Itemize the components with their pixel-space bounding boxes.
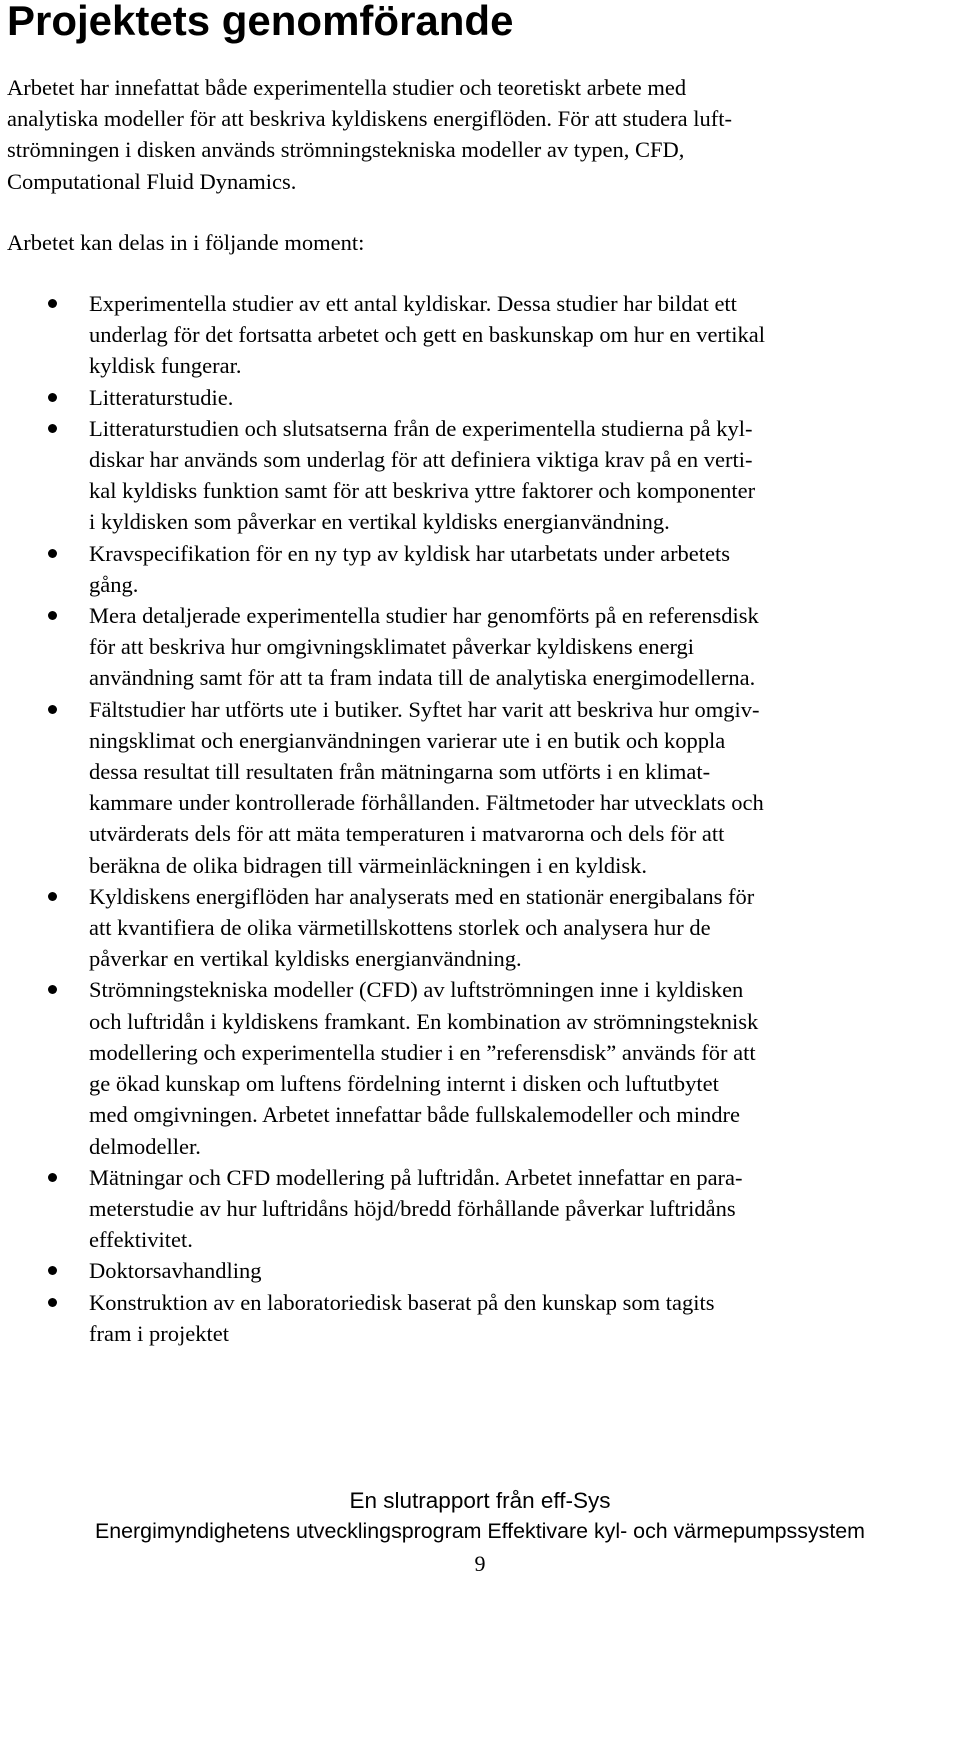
intro-paragraph	[7, 72, 947, 197]
list-item-line: för att beskriva hur omgivningsklimatet påverkar kyldiskens energi	[89, 634, 695, 660]
bullet-dot-icon	[48, 1173, 57, 1182]
intro-line: strömningen i disken används strömningstekniska modeller av typen, CFD,	[7, 137, 685, 163]
list-item-line: Mera detaljerade experimentella studier har genomförts på en referensdisk	[89, 603, 759, 629]
bullet-dot-icon	[48, 424, 57, 433]
list-item-line: meterstudie av hur luftridåns höjd/bredd förhållande påverkar luftridåns	[89, 1195, 736, 1221]
list-item-line: Kravspecifikation för en ny typ av kyldisk har utarbetats under arbetets	[89, 540, 731, 566]
list-item	[7, 288, 951, 382]
list-item	[7, 600, 951, 694]
list-item-line: ningsklimat och energianvändningen varierar ute i en butik och koppla	[89, 727, 726, 753]
list-item-line: kal kyldisks funktion samt för att beskriva yttre faktorer och komponenter	[89, 478, 756, 504]
list-item-line: användning samt för att ta fram indata till de analytiska energimodellerna.	[89, 665, 756, 691]
list-item	[7, 974, 951, 1161]
list-item-line: Konstruktion av en laboratoriedisk baserat på den kunskap som tagits	[89, 1289, 715, 1315]
bullet-dot-icon	[48, 549, 57, 558]
list-item	[7, 881, 951, 975]
body-text	[7, 72, 951, 1349]
list-item	[7, 413, 951, 538]
list-item	[7, 382, 951, 413]
list-item-line: Litteraturstudie.	[89, 384, 234, 410]
section-heading: Projektets genomförande	[7, 0, 514, 44]
bullet-dot-icon	[48, 1298, 57, 1307]
intro-line: Computational Fluid Dynamics.	[7, 168, 297, 194]
list-item	[7, 1255, 951, 1286]
list-item-line: med omgivningen. Arbetet innefattar både fullskalemodeller och mindre	[89, 1102, 741, 1128]
list-item-line: ge ökad kunskap om luftens fördelning internt i disken och luftutbytet	[89, 1071, 719, 1097]
intro-line: analytiska modeller för att beskriva kyldiskens energiflöden. För att studera luft-	[7, 106, 733, 132]
list-item-line: beräkna de olika bidragen till värmeinläckningen i en kyldisk.	[89, 852, 647, 878]
list-item-line: diskar har används som underlag för att definiera viktiga krav på en verti-	[89, 447, 753, 473]
footer-report-title: En slutrapport från eff-Sys	[349, 1488, 611, 1513]
list-item-line: underlag för det fortsatta arbetet och gett en baskunskap om hur en vertikal	[89, 322, 766, 348]
list-item-line: Experimentella studier av ett antal kyldiskar. Dessa studier har bildat ett	[89, 291, 737, 317]
list-item-line: och luftridån i kyldiskens framkant. En kombination av strömningsteknisk	[89, 1008, 759, 1034]
list-item	[7, 538, 951, 600]
list-item-line: effektivitet.	[89, 1227, 193, 1253]
bullet-dot-icon	[48, 611, 57, 620]
footer-program-name: Energimyndighetens utvecklingsprogram Effektivare kyl- och värmepumpssystem	[95, 1519, 865, 1543]
list-item-line: delmodeller.	[89, 1133, 201, 1159]
list-item-line: kammare under kontrollerade förhållanden. Fältmetoder har utvecklats och	[89, 790, 764, 816]
list-item-line: Doktorsavhandling	[89, 1258, 262, 1284]
list-item-line: Litteraturstudien och slutsatserna från de experimentella studierna på kyl-	[89, 415, 753, 441]
list-item-line: dessa resultat till resultaten från mätningarna som utförts i en klimat-	[89, 759, 711, 785]
lead-sentence: Arbetet kan delas in i följande moment:	[7, 229, 365, 255]
intro-line: Arbetet har innefattat både experimentella studier och teoretiskt arbete med	[7, 75, 687, 100]
list-item-line: modellering och experimentella studier i en ”referensdisk” används för att	[89, 1039, 756, 1065]
bullet-dot-icon	[48, 985, 57, 994]
list-item-line: påverkar en vertikal kyldisks energianvändning.	[89, 946, 522, 972]
list-item-line: gång.	[89, 571, 139, 597]
list-item-line: Strömningstekniska modeller (CFD) av luftströmningen inne i kyldisken	[89, 977, 744, 1003]
list-item-line: utvärderats dels för att mäta temperaturen i matvarorna och dels för att	[89, 821, 725, 847]
bullet-list	[7, 288, 951, 1349]
list-item	[7, 1287, 951, 1349]
list-item-line: att kvantifiera de olika värmetillskottens storlek och analysera hur de	[89, 915, 711, 941]
list-item-line: Fältstudier har utförts ute i butiker. Syftet har varit att beskriva hur omgiv-	[89, 696, 760, 722]
list-item	[7, 694, 951, 881]
page-number: 9	[474, 1551, 486, 1576]
list-item-line: Mätningar och CFD modellering på luftridån. Arbetet innefattar en para-	[89, 1164, 743, 1190]
list-item-line: Kyldiskens energiflöden har analyserats med en stationär energibalans för	[89, 883, 755, 909]
list-item	[7, 1162, 951, 1256]
bullet-dot-icon	[48, 705, 57, 714]
bullet-dot-icon	[48, 1266, 57, 1275]
list-item-line: fram i projektet	[89, 1320, 229, 1346]
list-item-line: kyldisk fungerar.	[89, 353, 242, 379]
bullet-dot-icon	[48, 892, 57, 901]
bullet-dot-icon	[48, 299, 57, 308]
bullet-dot-icon	[48, 393, 57, 402]
list-item-line: i kyldisken som påverkar en vertikal kyldisks energianvändning.	[89, 509, 670, 535]
